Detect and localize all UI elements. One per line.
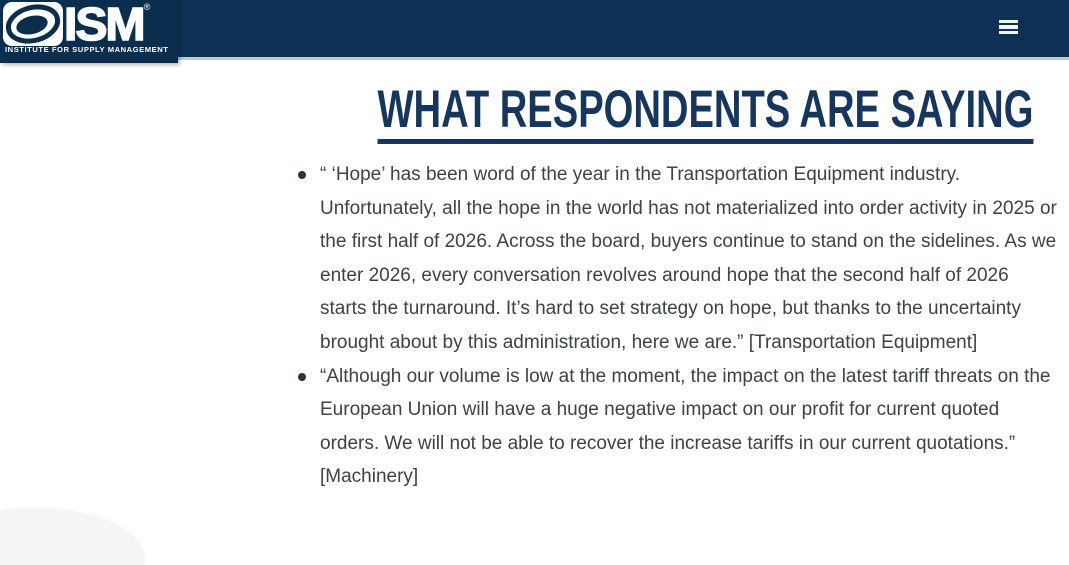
hamburger-bar <box>999 25 1018 28</box>
site-header <box>0 0 1069 60</box>
logo-row <box>3 0 151 50</box>
logo-brand-text: ISM <box>64 0 144 50</box>
ism-logo[interactable] <box>0 0 178 63</box>
decorative-corner-shape <box>0 508 145 565</box>
registered-trademark-symbol: ® <box>143 2 151 12</box>
quote-item-machinery: “Although our volume is low at the moment, the impact on the latest tariff threats on the European Union will have a huge negative impact on our profit for current quoted orders. We will not be able to recover the increase tariffs in our current quotations.” [Machinery] <box>320 360 1060 494</box>
ism-globe-icon <box>3 2 63 46</box>
respondent-quotes-list <box>320 158 1060 494</box>
page-title <box>250 80 1034 144</box>
quote-item-transportation-equipment: “ ‘Hope’ has been word of the year in the Transportation Equipment industry. Unfortunately, all the hope in the world has not materialized into order activity in 2025 or the first half of 2026. Across the board, buyers continue to stand on the sidelines. As we enter 2026, every conversation revolves around hope that the second half of 2026 starts the turnaround. It’s hard to set strategy on hope, but thanks to the uncertainty brought about by this administration, here we are.” [Transportation Equipment] <box>320 158 1060 360</box>
hamburger-menu-icon[interactable] <box>999 20 1018 34</box>
hamburger-bar <box>999 20 1018 23</box>
page-title-text: WHAT RESPONDENTS ARE SAYING <box>378 85 1034 144</box>
main-content <box>0 80 1069 494</box>
logo-tagline: INSTITUTE FOR SUPPLY MANAGEMENT <box>5 45 169 54</box>
hamburger-bar <box>999 31 1018 34</box>
